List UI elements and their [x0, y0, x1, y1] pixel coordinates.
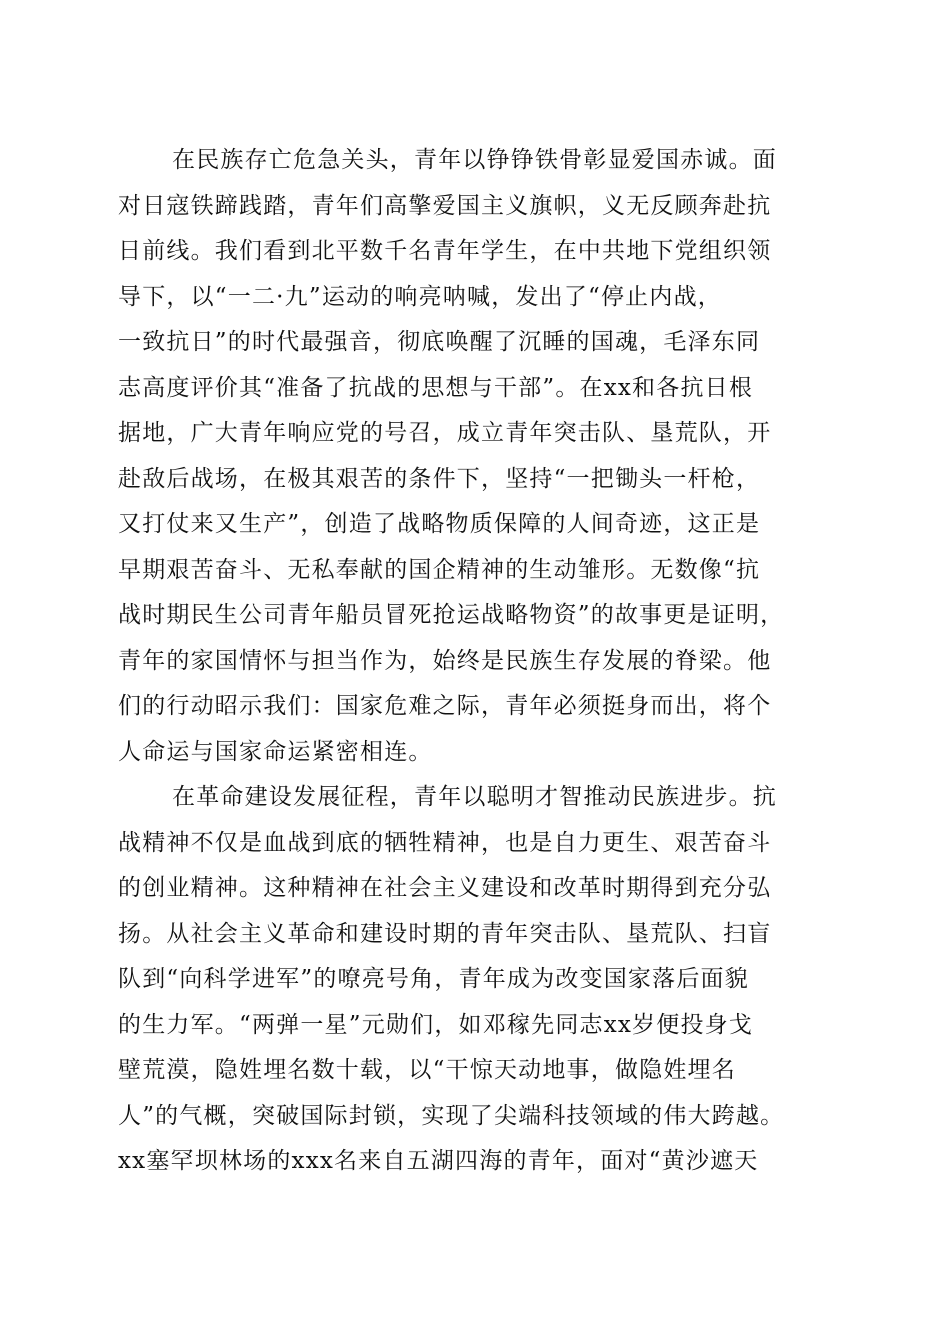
paragraph-line: 扬。从社会主义革命和建设时期的青年突击队、垦荒队、扫盲: [118, 920, 772, 947]
paragraph-line: 在革命建设发展征程，青年以聪明才智推动民族进步。抗: [172, 784, 777, 810]
paragraph-2: [118, 775, 838, 1185]
paragraph-line: 青年的家国情怀与担当作为，始终是民族生存发展的脊梁。他: [118, 647, 772, 674]
paragraph-line: 人命运与国家命运紧密相连。: [118, 738, 433, 765]
paragraph-line: 早期艰苦奋斗、无私奉献的国企精神的生动雏形。无数像“抗: [118, 556, 761, 583]
paragraph-line: 战精神不仅是血战到底的牺牲精神，也是自力更生、艰苦奋斗: [118, 829, 772, 856]
paragraph-line: 对日寇铁蹄践踏，青年们高擎爱国主义旗帜，义无反顾奔赴抗: [118, 192, 772, 219]
paragraph-line: xx塞罕坝林场的xxx名来自五湖四海的青年，面对“黄沙遮天: [118, 1148, 759, 1174]
paragraph-1: [118, 138, 838, 775]
paragraph-line: 导下，以“一二·九”运动的响亮呐喊，发出了“停止内战，: [118, 283, 722, 310]
paragraph-line: 们的行动昭示我们：国家危难之际，青年必须挺身而出，将个: [118, 693, 772, 719]
paragraph-line: 又打仗来又生产”，创造了战略物质保障的人间奇迹，这正是: [118, 511, 761, 537]
paragraph-line: 在民族存亡危急关头，青年以铮铮铁骨彰显爱国赤诚。面: [172, 147, 777, 173]
paragraph-line: 队到“向科学进军”的嘹亮号角，青年成为改变国家落后面貌: [118, 966, 749, 992]
paragraph-line: 壁荒漠，隐姓埋名数十载，以“干惊天动地事，做隐姓埋名: [118, 1057, 736, 1083]
paragraph-line: 战时期民生公司青年船员冒死抢运战略物资”的故事更是证明，: [118, 602, 785, 628]
paragraph-line: 日前线。我们看到北平数千名青年学生，在中共地下党组织领: [118, 238, 772, 264]
paragraph-line: 志高度评价其“准备了抗战的思想与干部”。在xx和各抗日根: [118, 374, 754, 401]
paragraph-line: 人”的气概，突破国际封锁，实现了尖端科技领域的伟大跨越。: [118, 1102, 785, 1129]
paragraph-line: 赴敌后战场，在极其艰苦的条件下，坚持“一把锄头一杆枪，: [118, 465, 761, 492]
paragraph-line: 据地，广大青年响应党的号召，成立青年突击队、垦荒队，开: [118, 420, 772, 446]
paragraph-line: 的创业精神。这种精神在社会主义建设和改革时期得到充分弘: [118, 875, 772, 901]
paragraph-line: 的生力军。“两弹一星”元勋们，如邓稼先同志xx岁便投身戈: [118, 1011, 754, 1038]
body-text: [118, 138, 838, 1185]
paragraph-line: 一致抗日”的时代最强音，彻底唤醒了沉睡的国魂，毛泽东同: [118, 329, 761, 355]
